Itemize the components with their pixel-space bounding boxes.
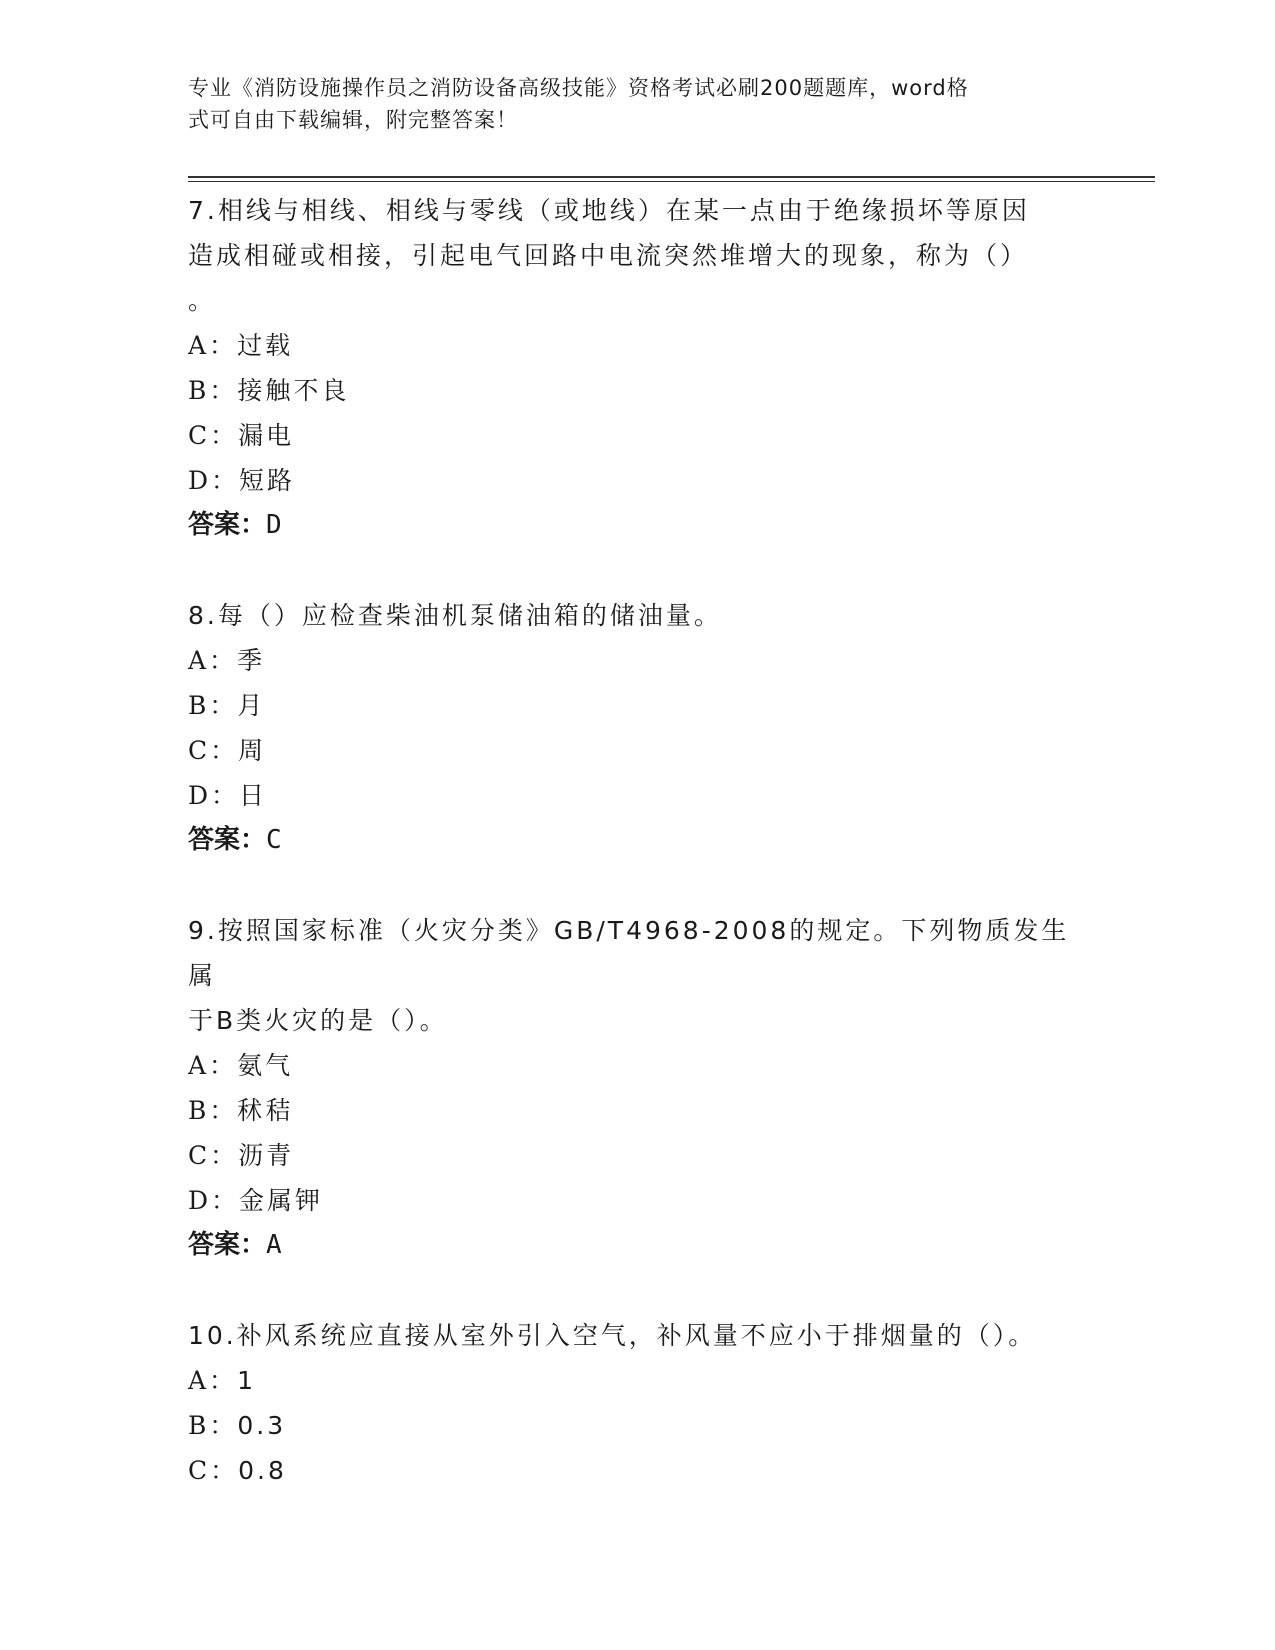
option-text: 金属钾 bbox=[239, 1186, 324, 1215]
option-text: 接触不良 bbox=[237, 376, 350, 405]
option-text: 季 bbox=[237, 646, 266, 675]
option-key: C： bbox=[188, 1141, 239, 1170]
option-key: D： bbox=[188, 466, 240, 495]
option-key: A： bbox=[188, 331, 238, 360]
question-stem-line: 10.补风系统应直接从室外引入空气，补风量不应小于排烟量的（）。 bbox=[188, 1321, 1037, 1350]
question-stem-line: 。 bbox=[188, 286, 217, 315]
answer-line bbox=[188, 1223, 1088, 1268]
option-b bbox=[188, 368, 1088, 413]
header-line-1: 专业《消防设施操作员之消防设备高级技能》资格考试必刷200题题库，word格 bbox=[188, 76, 969, 100]
header-divider-thick bbox=[188, 176, 1155, 178]
header-line-2: 式可自由下载编辑，附完整答案！ bbox=[188, 108, 518, 132]
option-text: 日 bbox=[239, 781, 268, 810]
option-key: A： bbox=[188, 646, 238, 675]
answer-label: 答案： bbox=[188, 510, 267, 540]
option-d bbox=[188, 458, 1088, 503]
option-key: B： bbox=[188, 1411, 238, 1440]
option-c bbox=[188, 1448, 1088, 1493]
option-key: A： bbox=[188, 1051, 238, 1080]
option-a bbox=[188, 638, 1088, 683]
option-text: 短路 bbox=[239, 466, 296, 495]
question-stem-line: 7.相线与相线、相线与零线（或地线）在某一点由于绝缘损坏等原因 bbox=[188, 196, 1030, 225]
answer-line bbox=[188, 818, 1088, 863]
option-key: B： bbox=[188, 376, 238, 405]
answer-label: 答案： bbox=[188, 825, 267, 855]
option-text: 漏电 bbox=[238, 421, 295, 450]
option-c bbox=[188, 1133, 1088, 1178]
option-key: C： bbox=[188, 736, 239, 765]
question-stem-line: 8.每（）应检查柴油机泵储油箱的储油量。 bbox=[188, 601, 722, 630]
question-9 bbox=[188, 908, 1088, 1268]
answer-value: D bbox=[266, 510, 282, 540]
option-d bbox=[188, 1178, 1088, 1223]
question-8 bbox=[188, 593, 1088, 863]
option-text: 过载 bbox=[237, 331, 294, 360]
option-a bbox=[188, 1358, 1088, 1403]
option-c bbox=[188, 413, 1088, 458]
question-stem-line: 造成相碰或相接，引起电气回路中电流突然堆增大的现象，称为（） bbox=[188, 241, 1029, 270]
document-header bbox=[188, 72, 1068, 136]
option-key: D： bbox=[188, 781, 240, 810]
question-7 bbox=[188, 188, 1088, 548]
option-text: 沥青 bbox=[238, 1141, 295, 1170]
question-list bbox=[188, 188, 1088, 1538]
option-text: 月 bbox=[237, 691, 266, 720]
question-10 bbox=[188, 1313, 1088, 1493]
option-a bbox=[188, 323, 1088, 368]
option-c bbox=[188, 728, 1088, 773]
option-key: B： bbox=[188, 1096, 238, 1125]
answer-line bbox=[188, 503, 1088, 548]
option-key: D： bbox=[188, 1186, 240, 1215]
option-text: 0.8 bbox=[238, 1456, 287, 1485]
option-b bbox=[188, 683, 1088, 728]
option-text: 氨气 bbox=[237, 1051, 294, 1080]
answer-label: 答案： bbox=[188, 1230, 267, 1260]
question-stem-line: 9.按照国家标准（火灾分类》GB/T4968-2008的规定。下列物质发生属 bbox=[188, 916, 1070, 990]
answer-value: C bbox=[266, 825, 282, 855]
option-text: 0.3 bbox=[237, 1411, 287, 1440]
option-key: C： bbox=[188, 1456, 239, 1485]
option-d bbox=[188, 773, 1088, 818]
option-a bbox=[188, 1043, 1088, 1088]
question-stem-line: 于B类火灾的是（）。 bbox=[188, 1006, 448, 1035]
option-text: 1 bbox=[237, 1366, 256, 1395]
option-b bbox=[188, 1088, 1088, 1133]
option-key: C： bbox=[188, 421, 239, 450]
option-key: B： bbox=[188, 691, 238, 720]
option-text: 秫秸 bbox=[237, 1096, 294, 1125]
option-key: A： bbox=[188, 1366, 238, 1395]
option-text: 周 bbox=[238, 736, 267, 765]
option-b bbox=[188, 1403, 1088, 1448]
answer-value: A bbox=[266, 1230, 282, 1260]
header-divider-thin bbox=[188, 181, 1155, 182]
